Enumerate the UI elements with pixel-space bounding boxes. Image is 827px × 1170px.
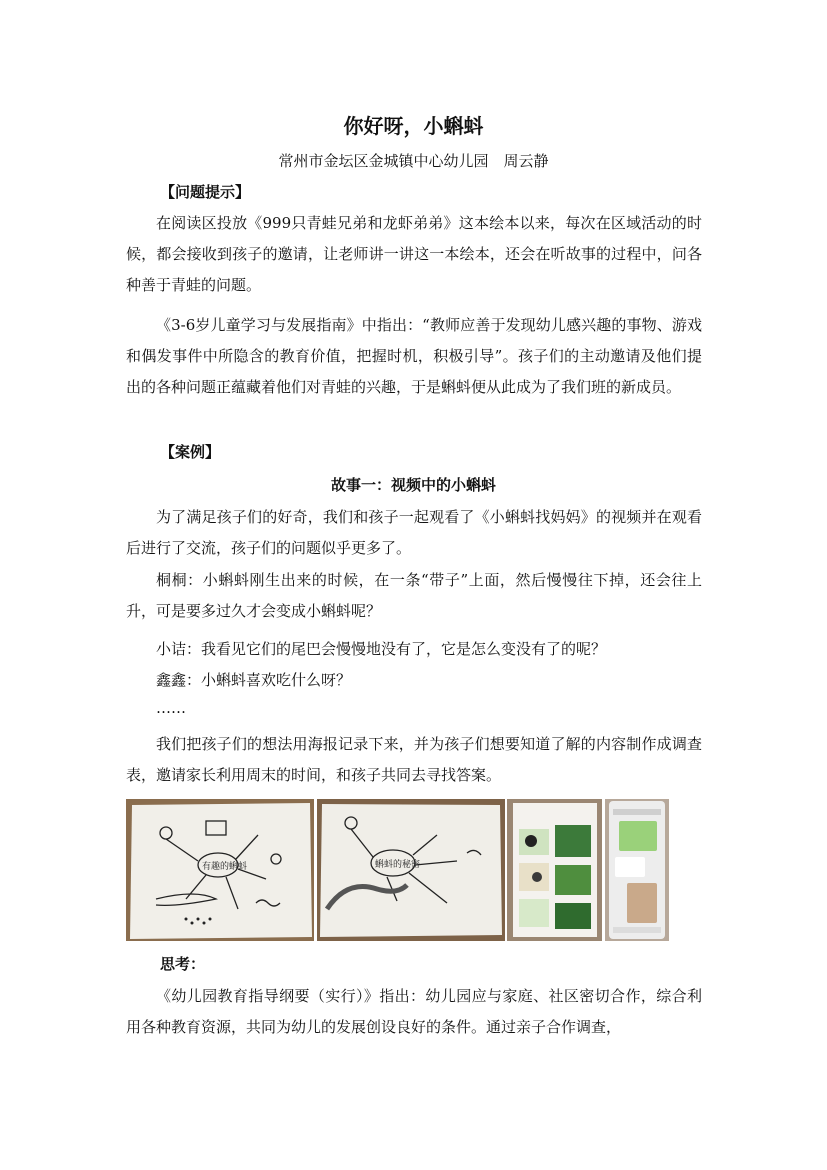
paragraph-reflection: 《幼儿园教育指导纲要（实行）》指出：幼儿园应与家庭、社区密切合作，综合利用各种教育资源，共同为幼儿的发展创设良好的条件。通过亲子合作调查， bbox=[126, 987, 702, 1036]
photo-strip bbox=[126, 799, 669, 941]
page-title: 你好呀，小蝌蚪 bbox=[343, 114, 484, 138]
poster-center-label: 有趣的蝌蚪 bbox=[202, 862, 248, 872]
dialogue-xiaoji: 小诘：我看见它们的尾巴会慢慢地没有了，它是怎么变没有了的呢？ bbox=[156, 640, 607, 658]
dialogue-xinxin: 鑫鑫：小蝌蚪喜欢吃什么呀？ bbox=[156, 671, 352, 689]
section-heading-case: 【案例】 bbox=[160, 443, 221, 461]
paragraph-intro: 在阅读区投放《999只青蛙兄弟和龙虾弟弟》这本绘本以来，每次在区域活动的时候，都会接收到孩子的邀请，让老师讲一讲这一本绘本，还会在听故事的过程中，问各种善于青蛙的问题。 bbox=[126, 214, 702, 294]
paragraph-poster: 我们把孩子们的想法用海报记录下来，并为孩子们想要知道了解的内容制作成调查表，邀请家长利用周末的时间，和孩子共同去寻找答案。 bbox=[126, 735, 702, 784]
chat-screenshot bbox=[605, 799, 669, 941]
section-heading-problem: 【问题提示】 bbox=[160, 183, 251, 201]
poster-photo-2 bbox=[317, 799, 505, 941]
dialogue-tongtong: 桐桐：小蝌蚪刚生出来的时候，在一条“带子”上面，然后慢慢往下掉，还会往上升，可是要多过久才会变成小蝌蚪呢？ bbox=[126, 571, 702, 620]
paragraph-video: 为了满足孩子们的好奇，我们和孩子一起观看了《小蝌蚪找妈妈》的视频并在观看后进行了交流，孩子们的问题似乎更多了。 bbox=[126, 508, 702, 557]
section-heading-thinking: 思考： bbox=[160, 955, 206, 973]
story-title: 故事一：视频中的小蝌蚪 bbox=[330, 476, 496, 494]
survey-photo bbox=[507, 799, 602, 941]
ellipsis-text: …… bbox=[156, 699, 186, 717]
paragraph-guideline: 《3-6岁儿童学习与发展指南》中指出：“教师应善于发现幼儿感兴趣的事物、游戏和偶发事件中所隐含的教育价值，把握时机，积极引导”。孩子们的主动邀请及他们提出的各种问题正蕴藏着他们对青蛙的兴趣，于是蝌蚪便从此成为了我们班的新成员。 bbox=[126, 316, 702, 396]
poster-center-label: 蝌蚪的秘密 bbox=[375, 860, 421, 870]
poster-photo-1 bbox=[126, 799, 314, 941]
author-line: 常州市金坛区金城镇中心幼儿园 周云静 bbox=[278, 152, 549, 170]
